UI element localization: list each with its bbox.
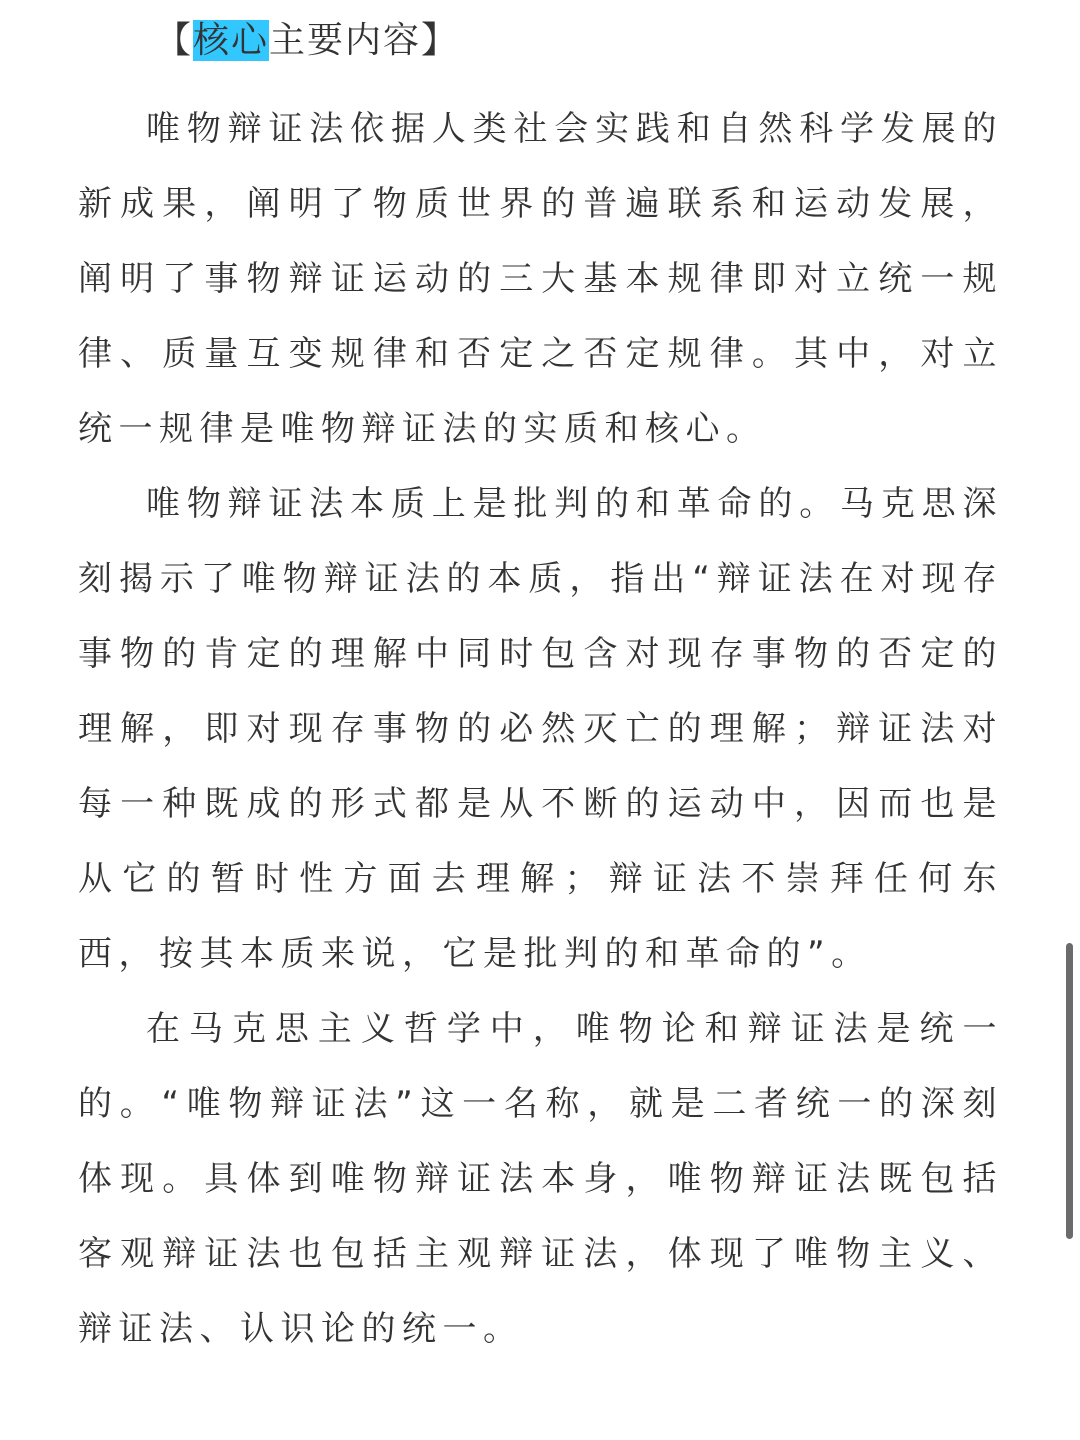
heading-open-bracket: 【 [155, 20, 194, 61]
paragraph-3: 在马克思主义哲学中，唯物论和辩证法是统一的。“唯物辩证法”这一名称，就是二者统一的深刻体现。具体到唯物辩证法本身，唯物辩证法既包括客观辩证法也包括主观辩证法，体现了唯物主义、辩证法、认识论的统一。 [78, 1009, 1003, 1349]
paragraph-2: 唯物辩证法本质上是批判的和革命的。马克思深刻揭示了唯物辩证法的本质，指出“辩证法在对现存事物的肯定的理解中同时包含对现存事物的否定的理解，即对现存事物的必然灭亡的理解；辩证法对每一种既成的形式都是从不断的运动中，因而也是从它的暂时性方面去理解；辩证法不崇拜任何东西，按其本质来说，它是批判的和革命的”。 [78, 484, 1003, 974]
vertical-scrollbar-thumb[interactable] [1066, 943, 1073, 1239]
article-body [78, 92, 1003, 1367]
paragraph-1: 唯物辩证法依据人类社会实践和自然科学发展的新成果，阐明了物质世界的普遍联系和运动发展，阐明了事物辩证运动的三大基本规律即对立统一规律、质量互变规律和否定之否定规律。其中，对立统一规律是唯物辩证法的实质和核心。 [78, 109, 1003, 449]
heading-highlighted-text[interactable]: 核心 [193, 20, 270, 61]
section-heading [155, 14, 459, 68]
heading-text: 主要内容 [269, 20, 422, 61]
heading-close-bracket: 】 [421, 20, 460, 61]
